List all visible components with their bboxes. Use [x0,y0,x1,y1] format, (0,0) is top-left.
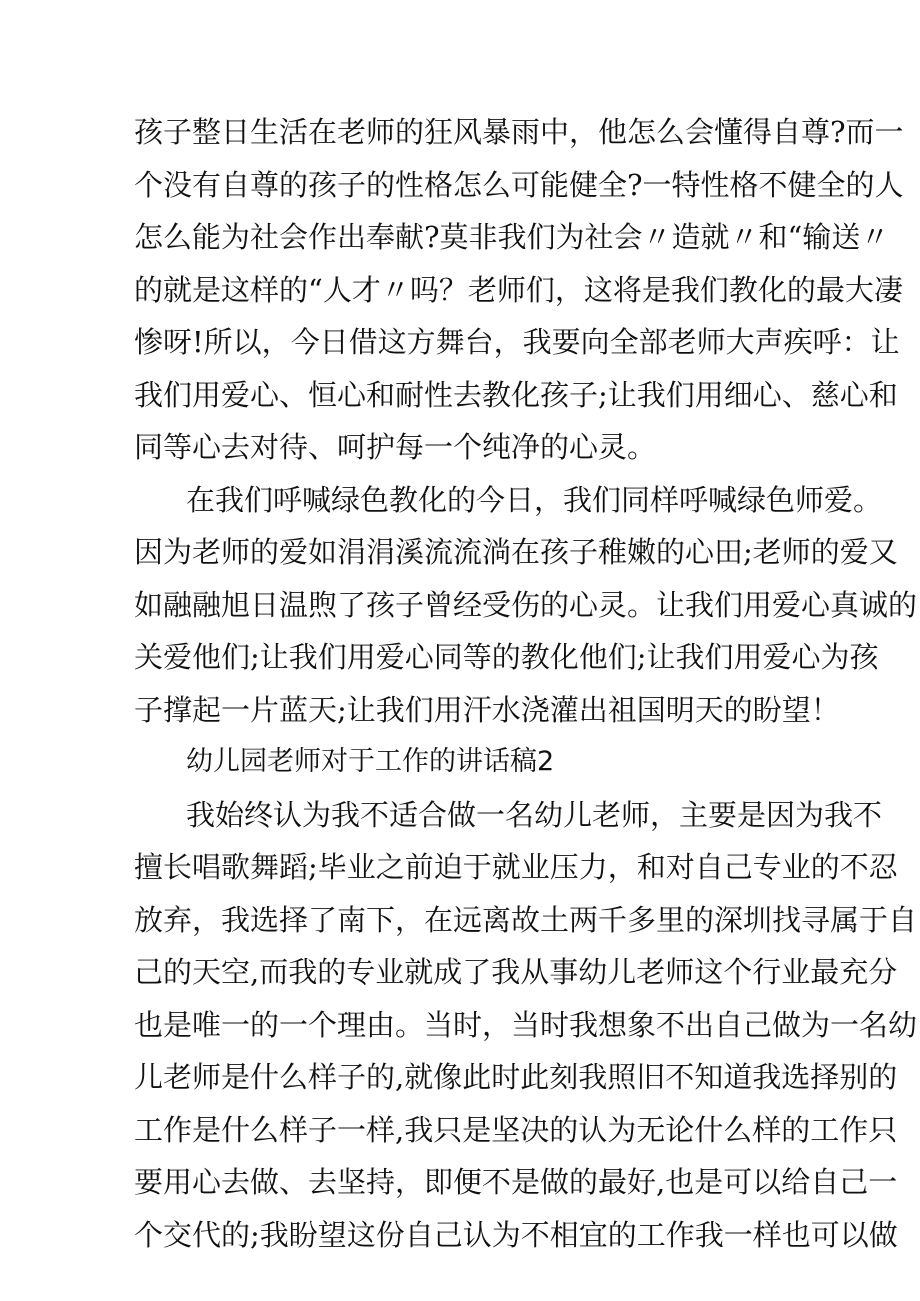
text-line: 同等心去对待、呵护每一个纯净的心灵。 [134,430,657,464]
text-line: 关爱他们;让我们用爱心同等的教化他们;让我们用爱心为孩 [134,640,879,674]
text-line: 我们用爱心、恒心和耐性去教化孩子;让我们用细心、慈心和 [134,377,898,412]
paragraph-3 [134,789,918,1262]
text-line: 个交代的;我盼望这份自己认为不相宜的工作我一样也可以做 [134,1217,898,1252]
text-line: 怎么能为社会作出奉献?莫非我们为社会〃造就〃和“输送〃 [134,220,890,254]
text-line: 我始终认为我不适合做一名幼儿老师，主要是因为我不 [186,797,883,832]
text-line: 因为老师的爱如涓涓溪流流淌在孩子稚嫩的心田;老师的爱又 [134,535,898,569]
text-line: 儿老师是什么样子的,就像此时此刻我照旧不知道我选择别的 [134,1060,898,1094]
text-line: 如融融旭日温煦了孩子曾经受伤的心灵。让我们用爱心真诚的 [134,587,918,622]
paragraph-1 [134,106,904,474]
text-line: 惨呀!所以，今日借这方舞台，我要向全部老师大声疾呼：让 [134,325,900,359]
text-line: 己的天空,而我的专业就成了我从事幼儿老师这个行业最充分 [134,955,898,989]
text-line: 工作是什么样子一样,我只是坚决的认为无论什么样的工作只 [134,1112,898,1147]
text-line: 个没有自尊的孩子的性格怎么可能健全?一特性格不健全的人 [134,167,904,202]
section-heading: 幼儿园老师对于工作的讲话稿2 [186,746,555,777]
text-line: 也是唯一的一个理由。当时，当时我想象不出自己做为一名幼 [134,1007,918,1042]
text-line: 的就是这样的“人才〃吗？老师们，这将是我们教化的最大凄 [134,272,903,307]
text-line: 擅长唱歌舞蹈;毕业之前迫于就业压力，和对自己专业的不忍 [134,850,898,884]
text-line: 子撑起一片蓝天;让我们用汗水浇灌出祖国明天的盼望！ [134,692,840,727]
text-line: 放弃，我选择了南下，在远离故土两千多里的深圳找寻属于自 [134,902,918,937]
document-body [134,106,918,1261]
text-line: 在我们呼喊绿色教化的今日，我们同样呼喊绿色师爱。 [186,482,883,517]
text-line: 孩子整日生活在老师的狂风暴雨中，他怎么会懂得自尊?而一 [134,115,904,149]
paragraph-2 [134,474,918,737]
text-line: 要用心去做、去坚持，即便不是做的最好,也是可以给自己一 [134,1165,898,1199]
